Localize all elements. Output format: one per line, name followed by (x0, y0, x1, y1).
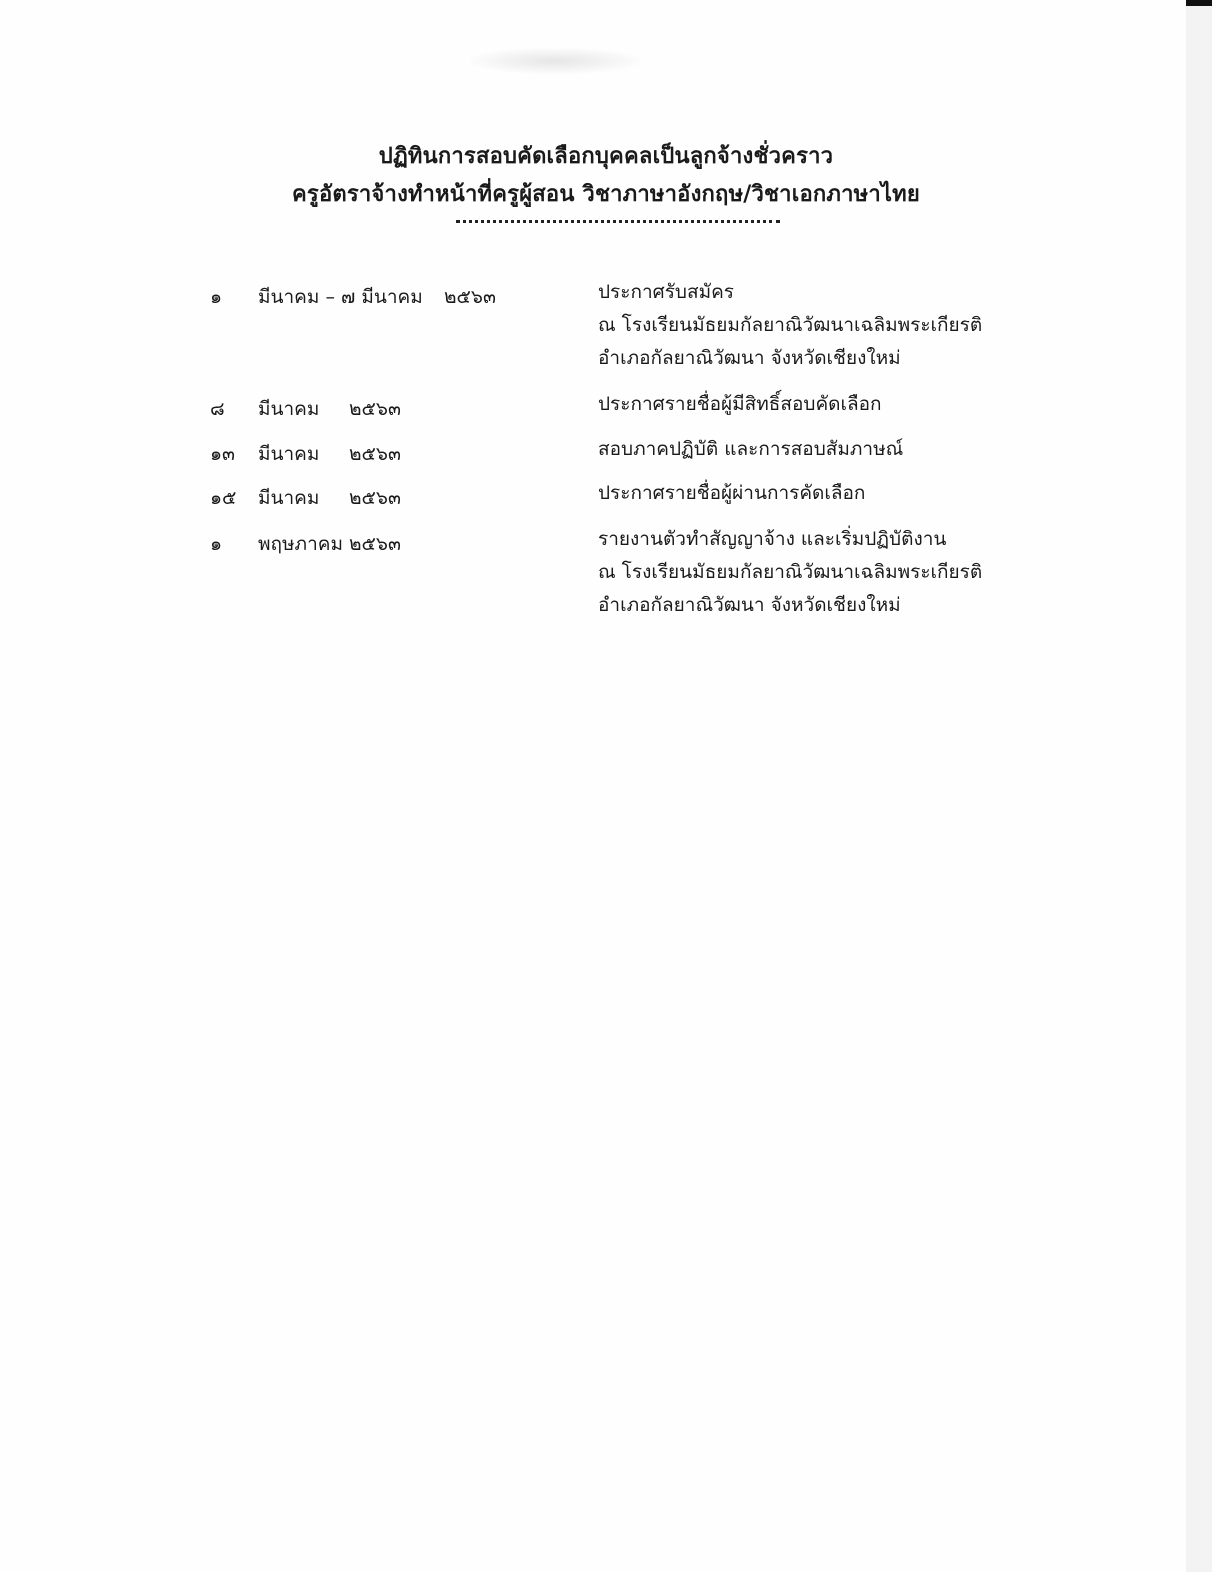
schedule-description-line: อำเภอกัลยาณิวัฒนา จังหวัดเชียงใหม่ (598, 594, 901, 616)
schedule-day: ๑ (210, 286, 223, 308)
schedule-description-line: สอบภาคปฏิบัติ และการสอบสัมภาษณ์ (598, 438, 904, 460)
scan-corner-mark (1186, 0, 1212, 6)
schedule-month: มีนาคม (258, 487, 320, 509)
schedule-description-line: ณ โรงเรียนมัธยมกัลยาณิวัฒนาเฉลิมพระเกียรติ (598, 561, 983, 583)
schedule-description (598, 276, 982, 375)
schedule-month: มีนาคม (258, 443, 320, 465)
schedule-month: มีนาคม (258, 398, 320, 420)
schedule-description-line: ประกาศรับสมัคร (598, 281, 735, 303)
schedule-month: มีนาคม – ๗ มีนาคม (258, 286, 423, 308)
scan-smudge (470, 48, 640, 74)
schedule-description-line: อำเภอกัลยาณิวัฒนา จังหวัดเชียงใหม่ (598, 347, 901, 369)
schedule-day: ๘ (210, 398, 225, 420)
schedule-year: ๒๕๖๓ (349, 398, 401, 420)
schedule-year: ๒๕๖๓ (349, 533, 401, 555)
schedule-description (598, 523, 982, 622)
scan-edge (1186, 0, 1212, 1572)
schedule-description-line: รายงานตัวทำสัญญาจ้าง และเริ่มปฏิบัติงาน (598, 528, 947, 550)
schedule-description (598, 477, 865, 510)
schedule-year: ๒๕๖๓ (349, 487, 401, 509)
document-title-line-2: ครูอัตราจ้างทำหน้าที่ครูผู้สอน วิชาภาษาอังกฤษ/วิชาเอกภาษาไทย (292, 182, 920, 207)
schedule-description-line: ณ โรงเรียนมัธยมกัลยาณิวัฒนาเฉลิมพระเกียรติ (598, 314, 983, 336)
schedule-day: ๑๓ (210, 443, 236, 465)
schedule-year: ๒๕๖๓ (444, 286, 496, 308)
schedule-month: พฤษภาคม (258, 533, 343, 555)
schedule-year: ๒๕๖๓ (349, 443, 401, 465)
schedule-description (598, 388, 882, 421)
schedule-day: ๑ (210, 533, 223, 555)
schedule-description (598, 433, 903, 466)
document-title-line-1: ปฏิทินการสอบคัดเลือกบุคคลเป็นลูกจ้างชั่วคราว (378, 144, 834, 169)
schedule-description-line: ประกาศรายชื่อผู้มีสิทธิ์สอบคัดเลือก (598, 393, 882, 415)
schedule-day: ๑๕ (210, 487, 237, 509)
title-dotted-rule (456, 220, 780, 223)
schedule-description-line: ประกาศรายชื่อผู้ผ่านการคัดเลือก (598, 482, 866, 504)
